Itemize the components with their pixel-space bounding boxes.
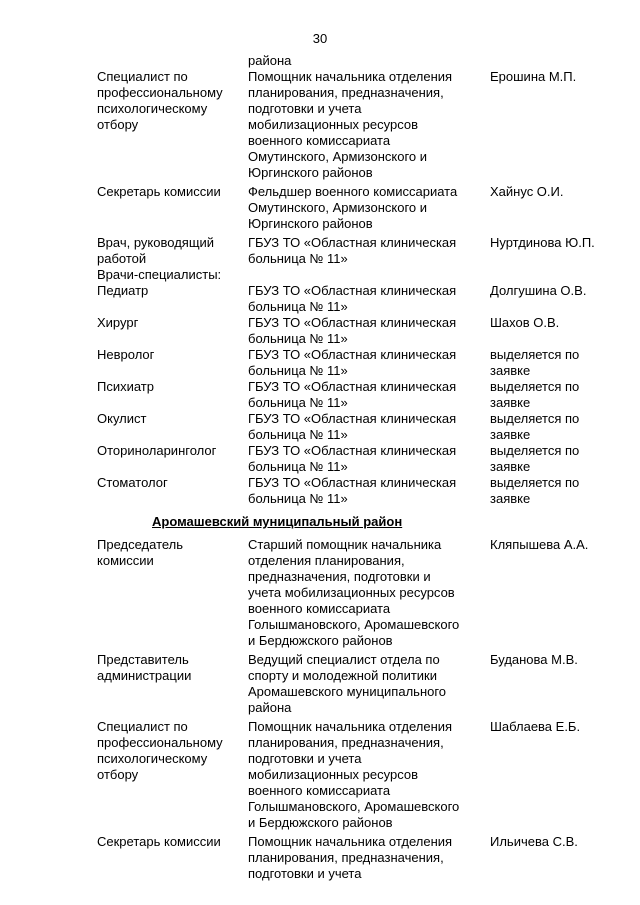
member-role: Педиатр — [97, 283, 149, 298]
member-organization: ГБУЗ ТО «Областная клиническая больница № 11» — [248, 443, 457, 474]
member-name: выделяется по заявке — [490, 443, 580, 474]
member-role: Представитель администрации — [97, 652, 192, 683]
table-row — [97, 235, 617, 283]
member-organization: ГБУЗ ТО «Областная клиническая больница № 11» — [248, 283, 457, 314]
member-role: Секретарь комиссии — [97, 834, 221, 849]
member-organization: ГБУЗ ТО «Областная клиническая больница № 11» — [248, 347, 457, 378]
member-name: Кляпышева А.А. — [490, 537, 589, 552]
commission-rows-part-1 — [97, 53, 617, 507]
member-role: Оториноларинголог — [97, 443, 217, 458]
commission-rows-part-2 — [97, 537, 617, 882]
member-role: Врач, руководящий работой Врачи-специалисты: — [97, 235, 222, 282]
table-row — [97, 347, 617, 379]
member-name: выделяется по заявке — [490, 347, 580, 378]
member-name — [490, 53, 617, 69]
member-organization: ГБУЗ ТО «Областная клиническая больница № 11» — [248, 475, 457, 506]
member-name: выделяется по заявке — [490, 379, 580, 410]
table-row — [97, 652, 617, 716]
member-name: выделяется по заявке — [490, 411, 580, 442]
member-name: Долгушина О.В. — [490, 283, 587, 298]
member-role: Окулист — [97, 411, 147, 426]
table-row — [97, 69, 617, 181]
table-row — [97, 475, 617, 507]
member-name: Ильичева С.В. — [490, 834, 578, 849]
member-role: Секретарь комиссии — [97, 184, 221, 199]
table-row — [97, 315, 617, 347]
commission-table — [97, 53, 617, 882]
member-name: Хайнус О.И. — [490, 184, 564, 199]
table-row — [97, 719, 617, 831]
member-name: Ерошина М.П. — [490, 69, 577, 84]
member-organization: ГБУЗ ТО «Областная клиническая больница № 11» — [248, 315, 457, 346]
member-name: Буданова М.В. — [490, 652, 578, 667]
member-role: Специалист по профессиональному психологическому отбору — [97, 69, 223, 132]
member-organization: района — [248, 53, 292, 68]
member-organization: ГБУЗ ТО «Областная клиническая больница № 11» — [248, 235, 457, 266]
member-role — [97, 53, 248, 69]
page-number: 30 — [312, 31, 328, 46]
table-row — [97, 283, 617, 315]
member-organization: ГБУЗ ТО «Областная клиническая больница № 11» — [248, 411, 457, 442]
member-role: Специалист по профессиональному психологическому отбору — [97, 719, 223, 782]
table-row — [97, 411, 617, 443]
member-role: Психиатр — [97, 379, 154, 394]
member-organization: Фельдшер военного комиссариата Омутинского, Армизонского и Юргинского районов — [248, 184, 458, 231]
member-organization: Помощник начальника отделения планирования, предназначения, подготовки и учета — [248, 834, 453, 881]
member-organization: Помощник начальника отделения планирования, предназначения, подготовки и учета мобилизационных ресурсов военного комиссариата Омутинского, Армизонского и Юргинского районов — [248, 69, 453, 180]
member-organization: Помощник начальника отделения планирования, предназначения, подготовки и учета мобилизационных ресурсов военного комиссариата Голышмановского, Аромашевского и Бердюжского районов — [248, 719, 460, 830]
member-role: Невролог — [97, 347, 155, 362]
table-row — [97, 537, 617, 649]
member-organization: ГБУЗ ТО «Областная клиническая больница № 11» — [248, 379, 457, 410]
member-name: Шаблаева Е.Б. — [490, 719, 581, 734]
member-role: Председатель комиссии — [97, 537, 184, 568]
table-row — [97, 379, 617, 411]
member-role: Стоматолог — [97, 475, 168, 490]
member-name: выделяется по заявке — [490, 475, 580, 506]
table-row — [97, 443, 617, 475]
table-row — [97, 53, 617, 69]
member-name: Шахов О.В. — [490, 315, 560, 330]
table-row — [97, 184, 617, 232]
member-role: Хирург — [97, 315, 139, 330]
table-row — [97, 834, 617, 882]
member-organization: Ведущий специалист отдела по спорту и молодежной политики Аромашевского муниципального района — [248, 652, 447, 715]
member-name: Нуртдинова Ю.П. — [490, 235, 595, 250]
section-heading: Аромашевский муниципальный район — [152, 514, 403, 529]
member-organization: Старший помощник начальника отделения планирования, предназначения, подготовки и учета мобилизационных ресурсов военного комиссариата Голышмановского, Аромашевского и Бердюжского районов — [248, 537, 460, 648]
